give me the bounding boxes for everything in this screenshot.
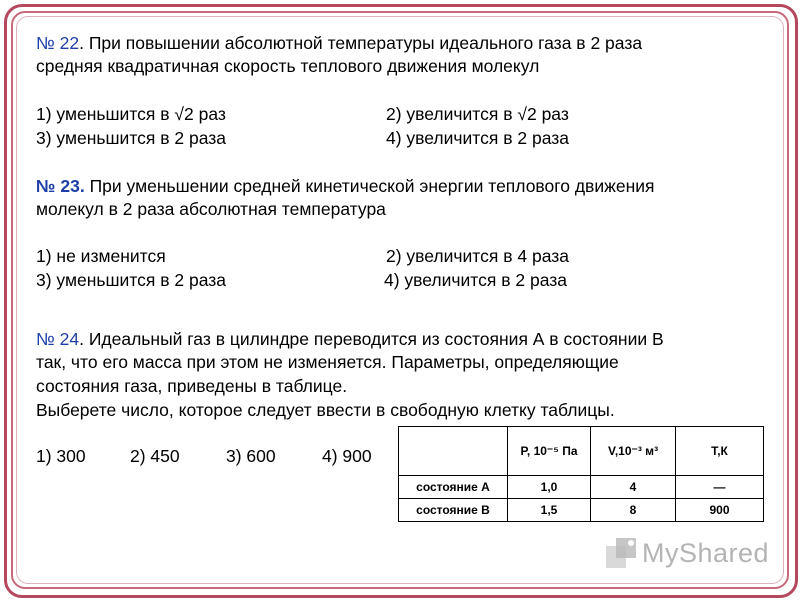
q24-option-1: 1) 300 xyxy=(36,446,86,466)
table-cell: состояние А xyxy=(399,476,508,499)
table-row xyxy=(399,499,764,522)
q23-option-1: 1) не изменится xyxy=(36,246,166,266)
q23-line2: молекул в 2 раза абсолютная температура xyxy=(36,199,386,219)
q24-number: № 24 xyxy=(36,329,80,349)
q23-number: № 23. xyxy=(36,176,85,196)
q24-option-2: 2) 450 xyxy=(130,446,180,466)
q23-option-2: 2) увеличится в 4 раза xyxy=(386,246,569,266)
q22-line1: № 22. При повышении абсолютной температуры идеального газа в 2 раза xyxy=(36,33,643,53)
myshared-logo xyxy=(604,536,770,570)
table-header-cell xyxy=(399,427,508,476)
q24-line3: состояния газа, приведены в таблице. xyxy=(36,376,348,396)
table-cell: 1,5 xyxy=(508,499,591,522)
q22-option-1: 1) уменьшится в √2 раз xyxy=(36,104,226,124)
q23-line1: № 23. При уменьшении средней кинетической энергии теплового движения xyxy=(36,176,655,196)
table-header-cell: P, 10⁻⁵ Па xyxy=(508,427,591,476)
table-cell: — xyxy=(676,476,764,499)
q24-line2: так, что его масса при этом не изменяется. Параметры, определяющие xyxy=(36,352,619,372)
table-cell: 1,0 xyxy=(508,476,591,499)
logo-text-my: My xyxy=(642,538,679,568)
q22-line2: средняя квадратичная скорость теплового движения молекул xyxy=(36,56,540,76)
q24-line4: Выберете число, которое следует ввести в свободную клетку таблицы. xyxy=(36,400,615,420)
q23-option-3: 3) уменьшится в 2 раза xyxy=(36,270,227,290)
table-cell: 900 xyxy=(676,499,764,522)
table-header-cell: V,10⁻³ м³ xyxy=(591,427,676,476)
gas-parameters-table xyxy=(398,426,764,522)
q24-option-3: 3) 600 xyxy=(226,446,276,466)
table-row xyxy=(399,476,764,499)
q22-option-2: 2) увеличится в √2 раз xyxy=(386,104,569,124)
q22-option-4: 4) увеличится в 2 раза xyxy=(386,128,569,148)
q24-line1: № 24. Идеальный газ в цилиндре переводится из состояния А в состоянии В xyxy=(36,329,664,349)
q22-number: № 22 xyxy=(36,33,80,53)
q23-option-4: 4) увеличится в 2 раза xyxy=(384,270,567,290)
logo-text-shared: Shared xyxy=(679,538,770,568)
q22-option-3: 3) уменьшится в 2 раза xyxy=(36,128,227,148)
table-header-row xyxy=(399,427,764,476)
table-cell: состояние В xyxy=(399,499,508,522)
myshared-logo-icon xyxy=(604,536,640,570)
table-cell: 4 xyxy=(591,476,676,499)
q24-option-4: 4) 900 xyxy=(322,446,372,466)
table-cell: 8 xyxy=(591,499,676,522)
table-header-cell: Т,К xyxy=(676,427,764,476)
